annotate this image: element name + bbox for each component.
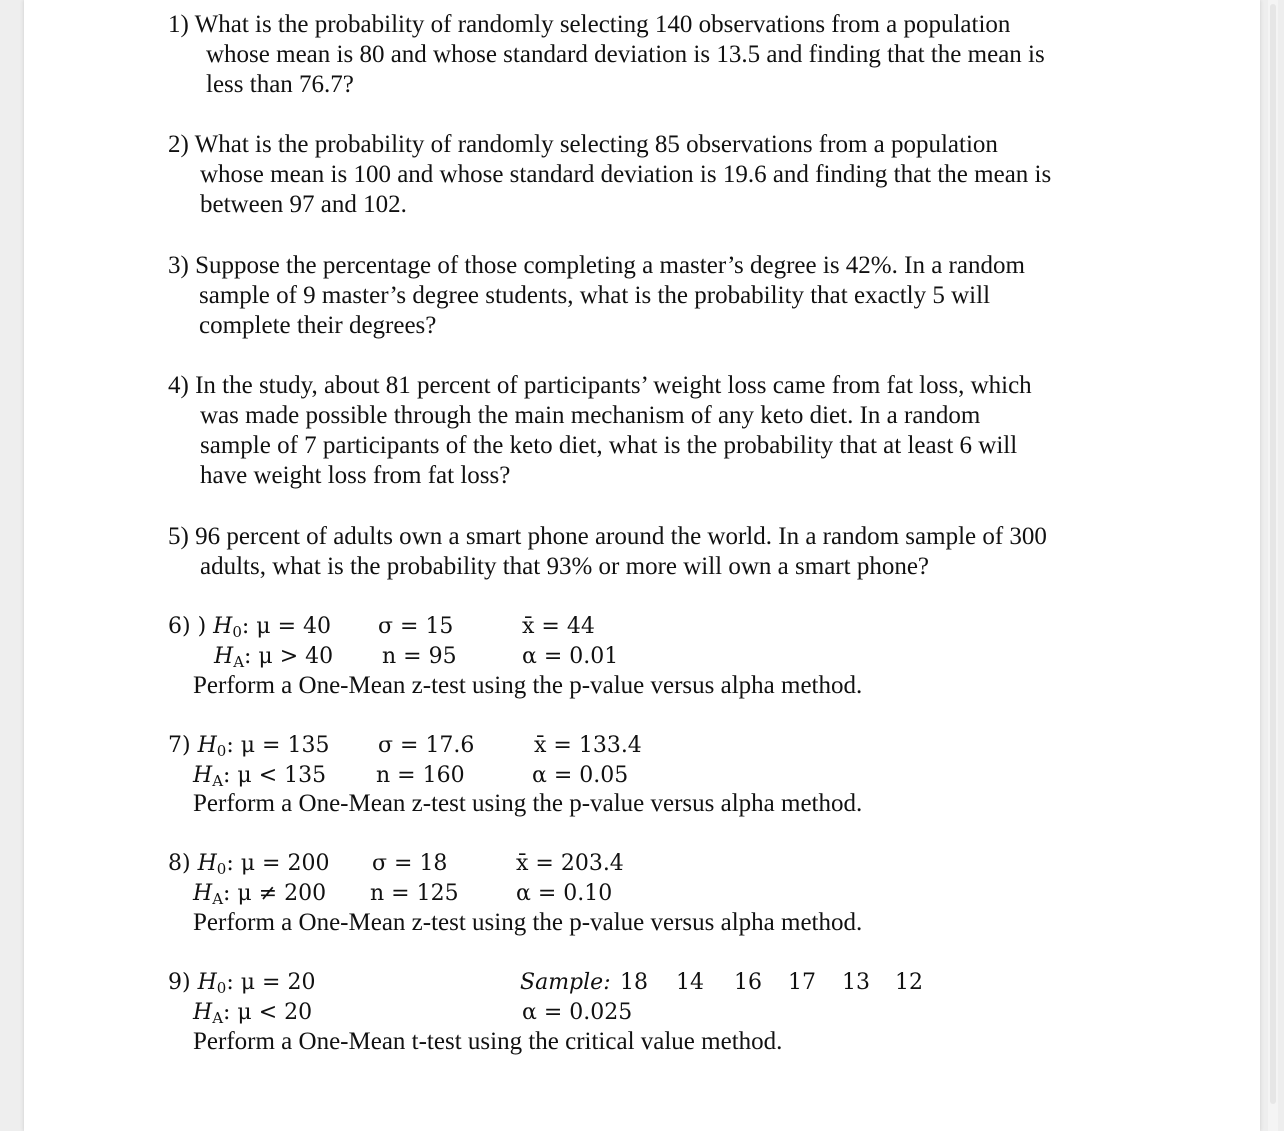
- question-1-line-1: 1) What is the probability of randomly selecting 140 observations from a population: [168, 11, 1011, 38]
- question-7-number: 7): [168, 733, 191, 758]
- question-7-alpha: α = 0.05: [532, 763, 629, 788]
- question-5-line-2: adults, what is the probability that 93% or more will own a smart phone?: [200, 553, 930, 580]
- question-7-instruction: Perform a One-Mean z-test using the p-value versus alpha method.: [193, 790, 863, 817]
- question-8-null-hypothesis: 8) $H_0$: μ = 200: [168, 851, 330, 878]
- question-9-sample-value: 17: [788, 970, 816, 995]
- question-2-line-2: whose mean is 100 and whose standard deviation is 19.6 and finding that the mean is: [200, 161, 1052, 188]
- question-3-line-3: complete their degrees?: [199, 312, 437, 339]
- question-7-alternative-hypothesis: $H_A$: μ < 135: [193, 763, 327, 790]
- question-7-sample-mean: x̄ = 133.4: [534, 733, 642, 758]
- question-8-alpha: α = 0.10: [516, 881, 613, 906]
- question-6-alternative-hypothesis: $H_A$: μ > 40: [214, 644, 334, 671]
- question-1-line-3: less than 76.7?: [206, 71, 354, 98]
- question-4-line-2: was made possible through the main mechanism of any keto diet. In a random: [200, 402, 981, 429]
- question-8-instruction: Perform a One-Mean z-test using the p-value versus alpha method.: [193, 909, 863, 936]
- vertical-scrollbar[interactable]: [1268, 0, 1278, 1131]
- question-8-sample-mean: x̄ = 203.4: [516, 851, 624, 876]
- question-5-line-1: 5) 96 percent of adults own a smart phone around the world. In a random sample of 300: [168, 523, 1047, 550]
- question-6-alpha: α = 0.01: [522, 644, 619, 669]
- question-6-null-hypothesis: 6) ) $H_0$: μ = 40: [168, 614, 332, 641]
- question-9-sample-value: 18: [620, 970, 648, 995]
- question-9-sample-value: 14: [676, 970, 704, 995]
- question-6-sample-mean: x̄ = 44: [522, 614, 595, 639]
- scrollbar-thumb[interactable]: [1270, 4, 1276, 1104]
- question-9-sample-value: 16: [734, 970, 762, 995]
- question-2-line-1: 2) What is the probability of randomly selecting 85 observations from a population: [168, 131, 998, 158]
- question-9-alpha: α = 0.025: [522, 1000, 633, 1025]
- question-6-number: 6) ): [168, 614, 207, 639]
- question-8-number: 8): [168, 851, 191, 876]
- question-9-alternative-hypothesis: $H_A$: μ < 20: [193, 1000, 313, 1027]
- question-3-line-1: 3) Suppose the percentage of those completing a master’s degree is 42%. In a random: [168, 252, 1025, 279]
- document-page: [24, 0, 1260, 1131]
- question-3-line-2: sample of 9 master’s degree students, what is the probability that exactly 5 will: [199, 282, 991, 309]
- question-8-alternative-hypothesis: $H_A$: μ ≠ 200: [193, 881, 327, 908]
- question-6-sigma: σ = 15: [378, 614, 454, 639]
- question-1-line-2: whose mean is 80 and whose standard deviation is 13.5 and finding that the mean is: [206, 41, 1045, 68]
- question-8-sample-size: n = 125: [370, 881, 459, 906]
- question-9-sample-label: Sample:: [520, 970, 611, 995]
- question-9-instruction: Perform a One-Mean t-test using the critical value method.: [193, 1028, 783, 1055]
- question-7-sample-size: n = 160: [376, 763, 465, 788]
- question-4-line-3: sample of 7 participants of the keto diet, what is the probability that at least 6 will: [200, 432, 1018, 459]
- question-8-sigma: σ = 18: [372, 851, 448, 876]
- question-4-line-4: have weight loss from fat loss?: [200, 462, 511, 489]
- question-7-sigma: σ = 17.6: [378, 733, 475, 758]
- question-4-line-1: 4) In the study, about 81 percent of participants’ weight loss came from fat loss, which: [168, 372, 1032, 399]
- question-9-number: 9): [168, 970, 191, 995]
- question-7-null-hypothesis: 7) $H_0$: μ = 135: [168, 733, 330, 760]
- question-9-null-hypothesis: 9) $H_0$: μ = 20: [168, 970, 316, 997]
- question-9-sample-value: 13: [842, 970, 870, 995]
- question-6-instruction: Perform a One-Mean z-test using the p-value versus alpha method.: [193, 672, 863, 699]
- question-2-line-3: between 97 and 102.: [200, 191, 407, 218]
- question-9-sample-value: 12: [895, 970, 923, 995]
- question-6-sample-size: n = 95: [382, 644, 457, 669]
